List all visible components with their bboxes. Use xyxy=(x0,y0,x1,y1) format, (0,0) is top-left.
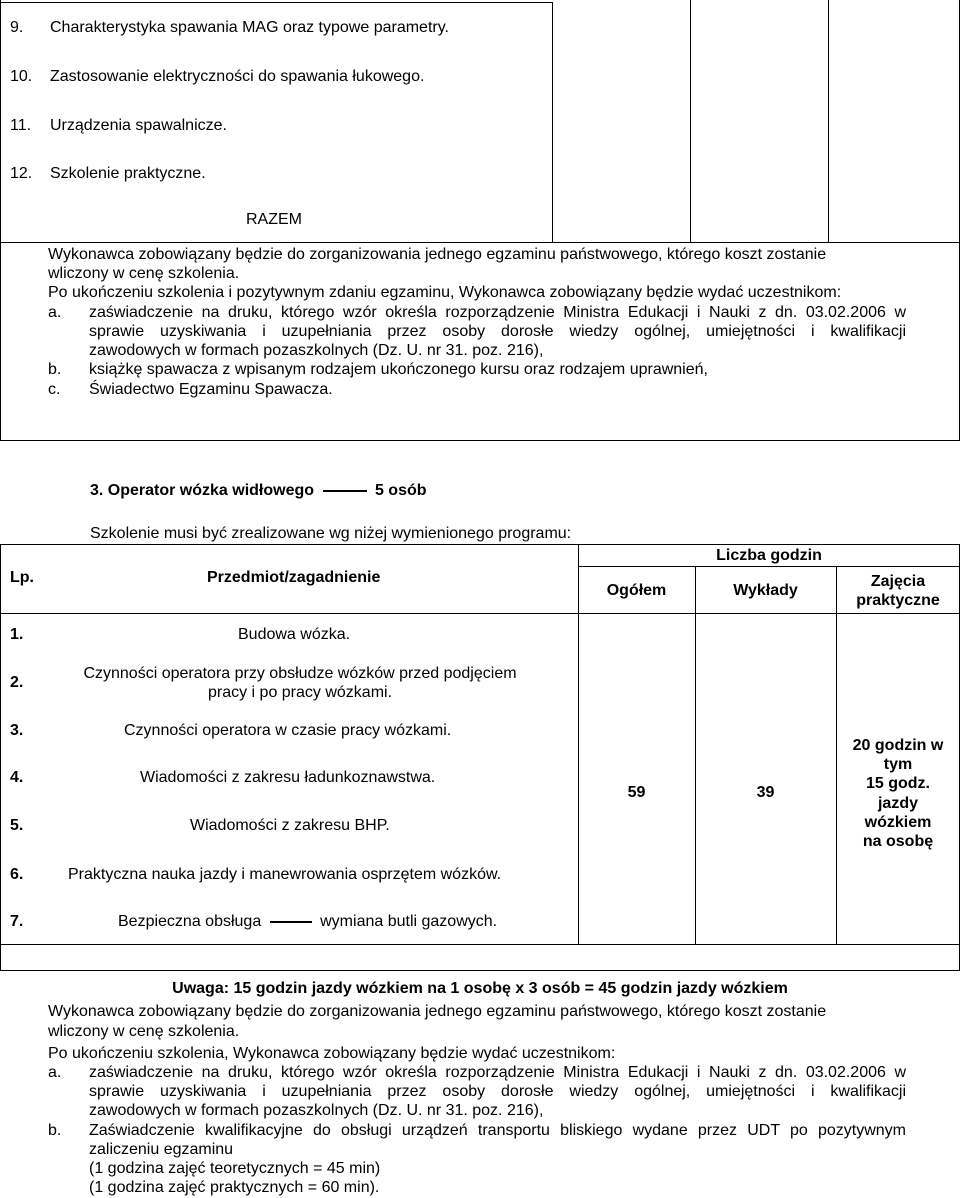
row-text-a: Bezpieczna obsługa xyxy=(118,913,262,930)
header-total: Ogółem xyxy=(606,582,667,599)
row-num: 7. xyxy=(10,913,24,930)
header-practice-2: praktyczne xyxy=(856,592,940,609)
block1-a-line2: sprawie uzyskiwania i uzupełniania przez osoby dorosłe wiedzy ogólnej, umiejętności i kwalifikacji xyxy=(89,323,906,340)
block1-line3: Po ukończeniu szkolenia i pozytywnym zdaniu egzaminu, Wykonawca zobowiązany będzie wydać uczestnikom: xyxy=(48,284,842,301)
hours-lectures-value: 39 xyxy=(756,784,775,801)
block1-a-line3: zawodowych w formach pozaszkolnych (Dz. U. nr 31. poz. 216), xyxy=(89,342,544,359)
practice-line: wózkiem xyxy=(864,814,932,831)
section-title-main: 3. Operator wózka widłowego xyxy=(90,482,315,499)
block2-b-line1: Zaświadczenie kwalifikacyjne do obsługi urządzeń transportu bliskiego wydane przez UDT po pozytywnym xyxy=(89,1122,906,1139)
practice-line: 20 godzin w xyxy=(852,737,944,754)
header-lp: Lp. xyxy=(10,569,34,586)
list-num: 12. xyxy=(10,165,33,182)
block2-b-line4: (1 godzina zajęć praktycznych = 60 min). xyxy=(89,1179,380,1196)
title-dash xyxy=(323,490,367,492)
block1-b-label: b. xyxy=(48,361,62,378)
header-practice-1: Zajęcia xyxy=(870,573,926,590)
row-text: Wiadomości z zakresu ładunkoznawstwa. xyxy=(140,769,436,786)
block2-line1: Wykonawca zobowiązany będzie do zorganizowania jednego egzaminu państwowego, którego koszt zostanie xyxy=(48,1003,827,1020)
row-text: Budowa wózka. xyxy=(238,626,351,643)
list-num: 10. xyxy=(10,68,33,85)
block1-a-label: a. xyxy=(48,304,62,321)
block1-line2: wliczony w cenę szkolenia. xyxy=(48,265,240,282)
block1-line1: Wykonawca zobowiązany będzie do zorganizowania jednego egzaminu państwowego, którego koszt zostanie xyxy=(48,246,827,263)
header-hours: Liczba godzin xyxy=(716,547,822,564)
note: Uwaga: 15 godzin jazdy wózkiem na 1 osobę x 3 osób = 45 godzin jazdy wózkiem xyxy=(172,980,788,997)
block1-c-text: Świadectwo Egzaminu Spawacza. xyxy=(89,381,333,398)
block1-b-text: książkę spawacza z wpisanym rodzajem ukończonego kursu oraz rodzajem uprawnień, xyxy=(89,361,708,378)
list-num: 9. xyxy=(10,19,24,36)
section-title xyxy=(90,481,427,500)
block2-a-label: a. xyxy=(48,1064,62,1081)
row-text xyxy=(118,912,497,931)
row-text-b: wymiana butli gazowych. xyxy=(320,913,498,930)
block2-a-line3: zawodowych w formach pozaszkolnych (Dz. U. nr 31. poz. 216), xyxy=(89,1102,544,1119)
row-num: 1. xyxy=(10,626,24,643)
practice-line: 15 godz. xyxy=(865,775,930,792)
practice-line: na osobę xyxy=(862,833,934,850)
row-num: 6. xyxy=(10,866,24,883)
section-subtitle: Szkolenie musi być zrealizowane wg niżej wymienionego programu: xyxy=(90,525,572,542)
row-text: Czynności operatora przy obsłudze wózków przed podjęciem xyxy=(83,665,517,682)
row-num: 4. xyxy=(10,769,24,786)
block2-b-line3: (1 godzina zajęć teoretycznych = 45 min) xyxy=(89,1160,381,1177)
row-num: 5. xyxy=(10,817,24,834)
block1-a-line1: zaświadczenie na druku, którego wzór określa rozporządzenie Ministra Edukacji i Nauki z dn. 03.02.2006 w xyxy=(89,304,906,321)
row-dash xyxy=(270,921,312,923)
list-text: Charakterystyka spawania MAG oraz typowe parametry. xyxy=(50,19,449,36)
row-text-2: pracy i po pracy wózkami. xyxy=(207,684,393,701)
block2-line2: wliczony w cenę szkolenia. xyxy=(48,1023,240,1040)
header-lectures: Wykłady xyxy=(733,582,798,599)
row-text: Praktyczna nauka jazdy i manewrowania osprzętem wózków. xyxy=(68,866,502,883)
block2-b-line2: zaliczeniu egzaminu xyxy=(89,1141,234,1158)
list-text: Szkolenie praktyczne. xyxy=(50,165,206,182)
list-text: Zastosowanie elektryczności do spawania łukowego. xyxy=(50,68,425,85)
hours-total-value: 59 xyxy=(627,784,646,801)
block2-a-line1: zaświadczenie na druku, którego wzór określa rozporządzenie Ministra Edukacji i Nauki z dn. 03.02.2006 w xyxy=(89,1064,906,1081)
block2-line3: Po ukończeniu szkolenia, Wykonawca zobowiązany będzie wydać uczestnikom: xyxy=(48,1045,616,1062)
header-subject: Przedmiot/zagadnienie xyxy=(207,569,381,586)
row-text: Wiadomości z zakresu BHP. xyxy=(190,817,390,834)
row-text: Czynności operatora w czasie pracy wózkami. xyxy=(124,722,452,739)
list-num: 11. xyxy=(10,117,32,134)
row-num: 3. xyxy=(10,722,24,739)
razem-label: RAZEM xyxy=(246,211,302,228)
practice-line: tym xyxy=(883,756,913,773)
row-num: 2. xyxy=(10,674,24,691)
practice-line: jazdy xyxy=(877,795,918,812)
block2-b-label: b. xyxy=(48,1122,62,1139)
block2-a-line2: sprawie uzyskiwania i uzupełniania przez osoby dorosłe wiedzy ogólnej, umiejętności i kwalifikacji xyxy=(89,1083,906,1100)
section-title-count: 5 osób xyxy=(374,482,427,499)
block1-c-label: c. xyxy=(48,381,61,398)
list-text: Urządzenia spawalnicze. xyxy=(50,117,227,134)
